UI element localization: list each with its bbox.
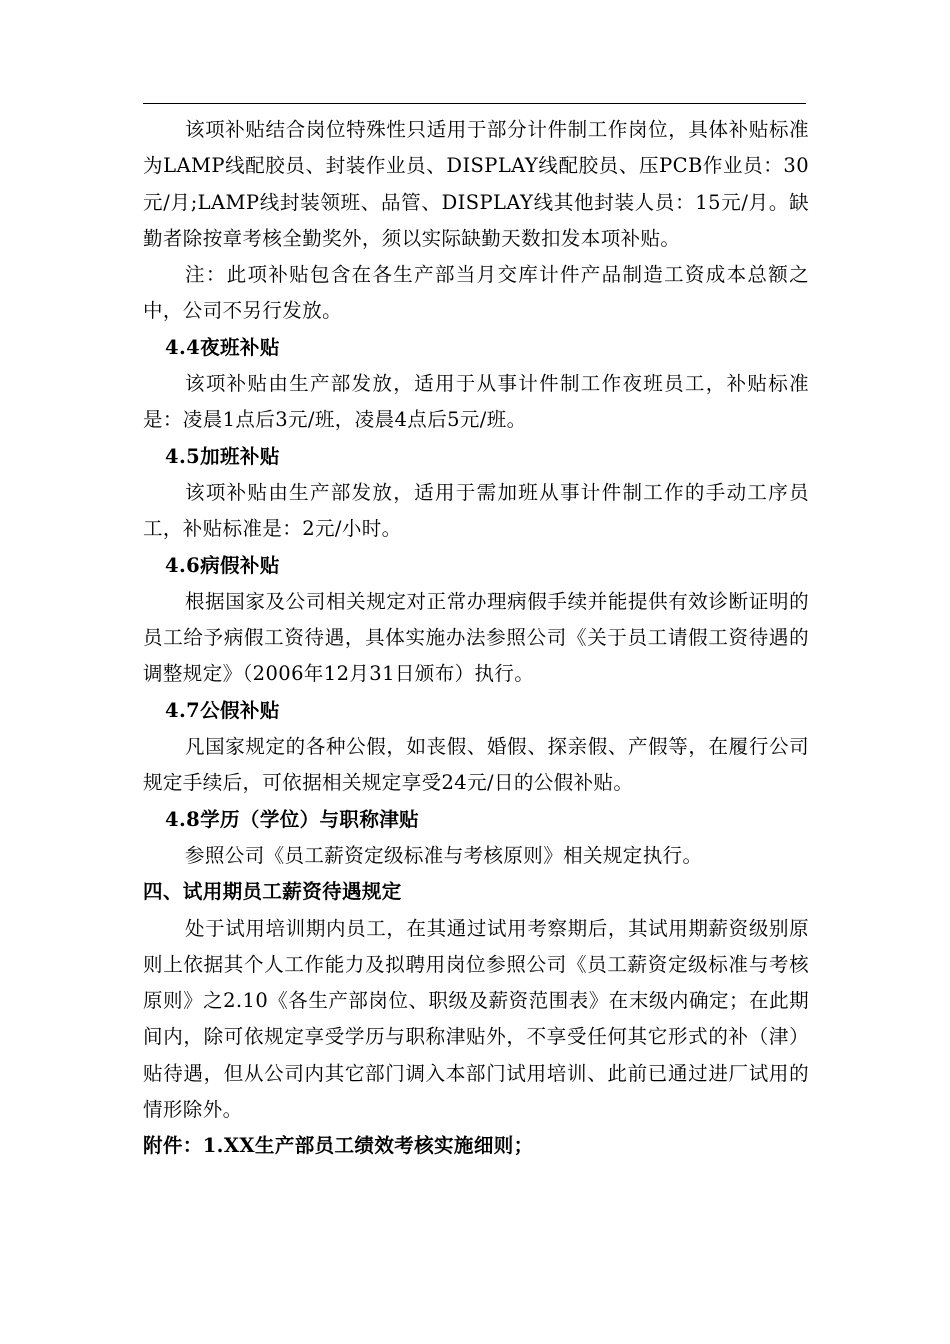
paragraph-subsidy-note: 注：此项补贴包含在各生产部当月交库计件产品制造工资成本总额之中，公司不另行发放。 (143, 263, 809, 323)
paragraph-education-allowance: 参照公司《员工薪资定级标准与考核原则》相关规定执行。 (185, 843, 703, 867)
header-rule (143, 103, 806, 104)
paragraph-sick-leave-subsidy: 根据国家及公司相关规定对正常办理病假手续并能提供有效诊断证明的员工给予病假工资待遇，具体实施办法参照公司《关于员工请假工资待遇的调整规定》（2006年12月31日颁布）执行。 (143, 589, 809, 686)
heading-overtime-subsidy: 4.5加班补贴 (165, 444, 280, 468)
heading-night-shift-subsidy: 4.4夜班补贴 (165, 335, 280, 359)
paragraph-public-leave-subsidy: 凡国家规定的各种公假，如丧假、婚假、探亲假、产假等，在履行公司规定手续后，可依据相关规定享受24元/日的公假补贴。 (143, 735, 809, 795)
paragraph-overtime-subsidy: 该项补贴由生产部发放，适用于需加班从事计件制工作的手动工序员工，补贴标准是：2元/小时。 (143, 480, 809, 541)
heading-probation-salary: 四、试用期员工薪资待遇规定 (143, 880, 402, 904)
paragraph-probation-salary: 处于试用培训期内员工，在其通过试用考察期后，其试用期薪资级别原则上依据其个人工作能力及拟聘用岗位参照公司《员工薪资定级标准与考核原则》之2.10《各生产部岗位、职级及薪资范围表》在末级内确定；在此期间内，除可依规定享受学历与职称津贴外，不享受任何其它形式的补（津）贴待遇，但从公司内其它部门调入本部门试用培训、此前已通过进厂试用的情形除外。 (143, 916, 809, 1122)
document-body (143, 112, 809, 1165)
paragraph-night-shift-subsidy: 该项补贴由生产部发放，适用于从事计件制工作夜班员工，补贴标准是：凌晨1点后3元/班，凌晨4点后5元/班。 (143, 372, 809, 432)
heading-education-allowance: 4.8学历（学位）与职称津贴 (165, 807, 420, 831)
paragraph-subsidy-scope: 该项补贴结合岗位特殊性只适用于部分计件制工作岗位，具体补贴标准为LAMP线配胶员、封装作业员、DISPLAY线配胶员、压PCB作业员：30元/月;LAMP线封装领班、品管、DISPLAY线其他封装人员：15元/月。缺勤者除按章考核全勤奖外，须以实际缺勤天数扣发本项补贴。 (143, 118, 810, 250)
heading-sick-leave-subsidy: 4.6病假补贴 (165, 553, 280, 577)
attachment-line: 附件：1.XX生产部员工绩效考核实施细则； (143, 1134, 534, 1158)
heading-public-leave-subsidy: 4.7公假补贴 (165, 698, 280, 722)
